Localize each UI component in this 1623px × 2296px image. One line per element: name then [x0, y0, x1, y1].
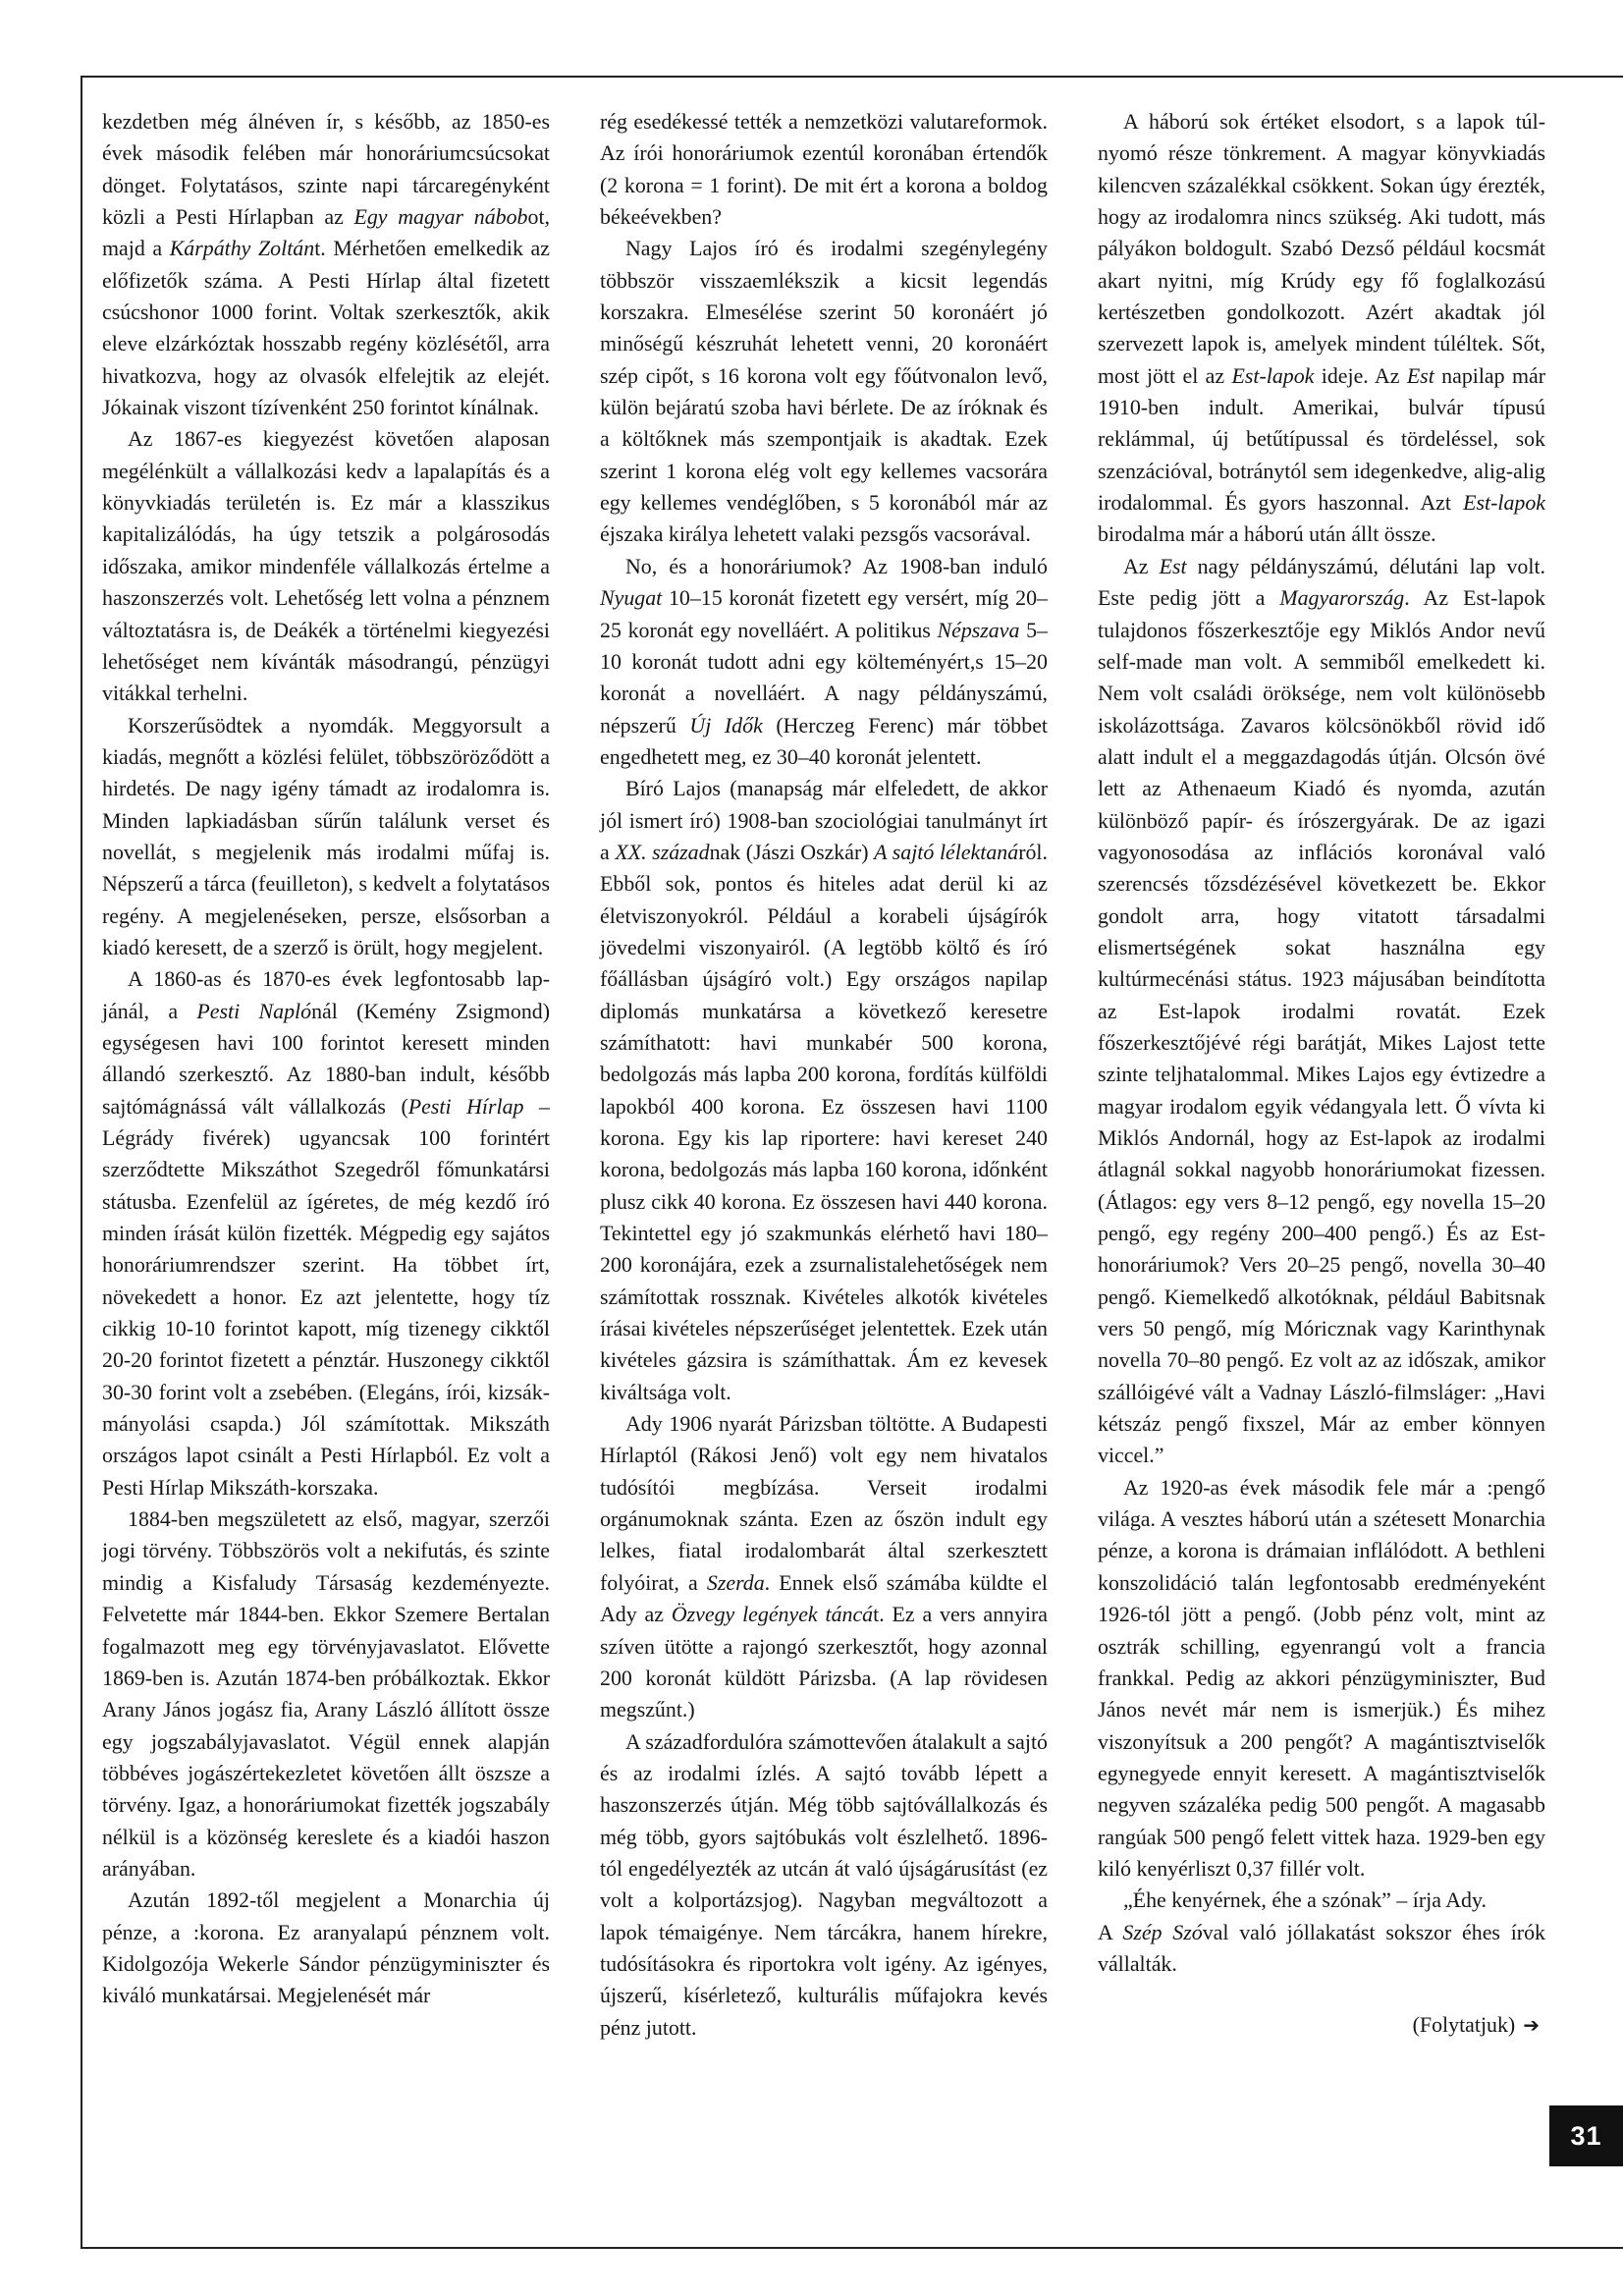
paragraph: A Szép Szóval való jóllakatást sokszor éhes írók vállalták. — [1098, 1919, 1545, 1976]
paragraph: „Éhe kenyérnek, éhe a szónak” – írja Ady. — [1123, 1887, 1487, 1913]
article-columns — [102, 106, 1545, 2217]
column-3 — [1098, 106, 1545, 2217]
continued-note: (Folytatjuk) ➔ — [1098, 2009, 1545, 2042]
paragraph: rég esedékessé tették a nemzetközi valutareformok. Az írói honoráriumok ezentúl koronában értendők (2 korona = 1 forint). De mit ért a korona a boldog békeévekben? — [600, 109, 1048, 230]
paragraph: Bíró Lajos (manapság már elfeledett, de akkor jól ismert író) 1908-ban szociológiai tanulmányt írt a XX. századnak (Jászi Oszkár) A sajtó lélektanáról. Ebből sok, pontos és hiteles adat derül ki az életviszonyokról. Például a korabeli újságírók jövedelmi viszonyairól. (A legtöbb költő és író főállásban újságíró volt.) Egy országos napilap diplomás munkatársa a következő keresetre számíthatott: havi munkabér 500 korona, bedolgozás más lapba 200 korona, fordítás külföldi lapokból 400 korona. Ez összesen havi 1100 korona. Egy kis lap riportere: havi kereset 240 korona, bedolgozás más lapba 160 korona, időnként plusz cikk 40 korona. Ez összesen havi 440 korona. Tekintettel egy jó szakmunkás elérhető havi 180–200 koronájára, ezek a zsurnalistalehetőségek nem számítottak rossznak. Kivételes alkotók kivételes írásai kivételes népszerűséget jelentettek. Ezek után kivételes gázsira is számíthattak. Ám ez kevesek kiváltsága volt. — [600, 776, 1048, 1404]
paragraph: Az Est nagy példányszámú, délutáni lap volt. Este pedig jött a Magyarország. Az Est-lapok tulajdonos főszerkesztője egy Miklós Andor nevű self-made man volt. A semmiből emelkedett ki. Nem volt családi öröksége, nem volt különösebb iskolázottsága. Zavaros kölcsönökből rövid idő alatt indult el a meggazdagodás útján. Olcsón övé lett az Athenaeum Kiadó és nyomda, azután különböző papír- és írószergyárak. De az igazi vagyonosodása az inflációs koronával való szerencsés tőzsdézésével következett be. Ekkor gondolt arra, hogy vitatott társadalmi elismertségének sokat használna egy kultúrmecénási státus. 1923 májusában beindította az Est-lapok irodalmi rovatát. Ezek főszerkesztőjévé régi barátját, Mikes Lajost tette szinte teljhatalommal. Mikes Lajos egy évtizedre a magyar irodalom egyik védangyala lett. Ő vívta ki Miklós Andornál, hogy az Est-lapok az irodalmi átlagnál sokkal nagyobb honoráriumokat fizessen. (Átlagos: egy vers 8–12 pengő, egy novella 15–20 pengő, egy regény 200–400 pengő.) És az Est-honoráriumok? Vers 20–25 pengő, novella 30–40 pengő. Kiemelkedő alkotóknak, például Babitsnak vers 50 pengő, míg Móricznak vagy Karinthynak novella 70–80 pengő. Ez volt az az időszak, amikor szállóigévé vált a Vadnay László-filmsláger: „Havi kétszáz pengő fixszel, Már az ember könnyen viccel.” — [1098, 553, 1545, 1468]
paragraph: A háború sok értéket elsodort, s a lapok túlnyomó része tönkrement. A magyar könyvkiadás kilencven százalékkal csökkent. Sokan úgy érezték, hogy az irodalomra nincs szükség. Aki tudott, más pályákon boldogult. Szabó Dezső például kocsmát akart nyitni, míg Krúdy egy fő foglalkozású kertészetben gondolkozott. Azért akadtak jól szervezett lapok is, amelyek mindent túléltek. Sőt, most jött el az Est-lapok ideje. Az Est napilap már 1910-ben indult. Amerikai, bulvár típusú reklámmal, új betűtípussal és tördeléssel, sok szenzációval, botránytól sem idegenkedve, alig-alig irodalommal. És gyors haszonnal. Azt Est-lapok birodalma már a háború után állt össze. — [1098, 109, 1545, 547]
paragraph: A 1860-as és 1870-es évek legfontosabb lapjánál, a Pesti Naplónál (Kemény Zsigmond) egységesen havi 100 forintot keresett minden állandó szerkesztő. Az 1880-ban indult, később sajtómágnássá vált vállalkozás (Pesti Hírlap – Légrády fivérek) ugyancsak 100 forintért szerződtette Mikszáthot Szegedről főmunkatársi státusba. Ezenfelül az ígéretes, de még kezdő író minden írását külön fizették. Mégpedig egy sajátos honoráriumrendszer szerint. Ha többet írt, növekedett a honor. Ez azt jelentette, hogy tíz cikkig 10-10 forintot kapott, míg tizenegy cikktől 20-20 forintot fizetett a pénztár. Huszonegy cikktől 30-30 forint volt a zsebében. (Elegáns, írói, kizsákmányolási csapda.) Jól számítottak. Mikszáth országos lapot csinált a Pesti Hírlapból. Ez volt a Pesti Hírlap Mikszáth-korszaka. — [102, 966, 551, 1500]
paragraph: Az 1867-es kiegyezést követően alaposan megélénkült a vállalkozási kedv a lapalapítás és a könyvkiadás területén is. Ez már a klasszikus kapitalizálódás, ha úgy tetszik a polgárosodás időszaka, amikor mindenféle vállalkozás értelme a haszonszerzés volt. Lehetőség lett volna a pénznem változtatásra is, de Deákék a történelmi kiegyezési lehetőséget nem kívánták másodrangú, pénzügyi vitákkal terhelni. — [102, 426, 550, 706]
paragraph: Azután 1892-től megjelent a Monarchia új pénze, a :korona. Ez aranyalapú pénznem volt. Kidolgozója Wekerle Sándor pénzügyminiszter és kiváló munkatársai. Megjelenését már — [102, 1887, 550, 2008]
paragraph: Az 1920-as évek második fele már a :pengő világa. A vesztes háború után a szétesett Monarchia pénze, a korona is drámaian inflálódott. A bethleni konszolidáció talán legfontosabb eredményeként 1926-tól jött a pengő. (Jobb pénz volt, mint az osztrák schilling, egyenrangú volt a francia frankkal. Pedig az akkori pénzügyminiszter, Bud János nevét már nem is ismerjük.) És mihez viszonyítsuk a 200 pengőt? A magántisztviselők egynegyede ennyit keresett. A magántisztviselők negyven százaléka pedig 500 pengőt. A magasabb rangúak 500 pengő felett vittek haza. 1929-ben egy kiló kenyérliszt 0,37 fillér volt. — [1098, 1474, 1545, 1881]
paragraph: 1884-ben megszületett az első, magyar, szerzői jogi törvény. Többszörös volt a nekifutás, és szinte mindig a Kisfaludy Társaság kezdeményezte. Felvetette már 1844-ben. Ekkor Szemere Bertalan fogalmazott meg egy törvényjavaslatot. Elővette 1869-ben is. Azután 1874-ben próbálkoztak. Ekkor Arany János jogász fia, Arany László állított össze egy jogszabályjavaslatot. Végül ennek alapján többéves jogászértekezletet követően állt öszsze a törvény. Igaz, a honoráriumokat fizették jogszabály nélkül is a közönség kereslete és a kiadói haszon arányában. — [102, 1506, 550, 1881]
paragraph: No, és a honoráriumok? Az 1908-ban induló Nyugat 10–15 koronát fizetett egy versért, míg 20–25 koronát egy novelláért. A politikus Népszava 5–10 koronát tudott adni egy költeményért,s 15–20 koronát a novelláért. A nagy példányszámú, népszerű Új Idők (Herczeg Ferenc) már többet engedhetett meg, ez 30–40 koronát jelentett. — [600, 553, 1048, 769]
paragraph: Ady 1906 nyarát Párizsban töltötte. A Budapesti Hírlaptól (Rákosi Jenő) volt egy nem hivatalos tudósítói megbízása. Verseit irodalmi orgánumoknak szánta. Ezen az őszön indult egy lelkes, fiatal irodalombarát által szerkesztett folyóirat, a Szerda. Ennek első számába küldte el Ady az Özvegy legények táncát. Ez a vers annyira szíven ütötte a rajongó szerkesztőt, hogy azonnal 200 koronát küldött Párizsba. (A lap rövidesen megszűnt.) — [600, 1411, 1048, 1722]
page-number: 31 — [1549, 2105, 1623, 2166]
arrow-right-icon: ➔ — [1523, 2015, 1540, 2038]
paragraph: Nagy Lajos író és irodalmi szegénylegény többször visszaemlékszik a kicsit legendás korszakra. Elmesélése szerint 50 koronáért jó minőségű készruhát lehetett venni, 20 koronáért szép cipőt, s 16 korona volt egy főútvonalon levő, külön bejáratú szoba havi bérlete. De az íróknak és a költőknek más szempontjaik is akadtak. Ezek szerint 1 korona elég volt egy kellemes vacsorára egy kellemes vendéglőben, s 5 koronából már az éjszaka királya lehetett valaki pezsgős vacsorával. — [600, 236, 1048, 547]
paragraph: A századfordulóra számottevően átalakult a sajtó és az irodalmi ízlés. A sajtó tovább lépett a haszonszerzés útján. Még több sajtóvállalkozás és még több, gyors sajtóbukás volt észlelhető. 1896-tól engedélyezték az utcán át való újságárusítást (ez volt a kolportázsjog). Nagyban megváltozott a lapok témaigénye. Nem tárcákra, hanem hírekre, tudósításokra és riportokra volt igény. Az igényes, újszerű, kísérletező, kulturális műfajokra kevés pénz jutott. — [600, 1728, 1048, 2040]
column-2 — [600, 106, 1048, 2217]
paragraph: kezdetben még álnéven ír, s később, az 1850-es évek második felében már honoráriumcsúcsokat dönget. Folytatásos, szinte napi tárcaregényként közli a Pesti Hírlapban az Egy magyar nábobot, majd a Kárpáthy Zoltánt. Mérhetően emelkedik az előfizetők száma. A Pesti Hírlap által fizetett csúcshonor 1000 forint. Voltak szerkesztők, akik eleve elzárkóztak hosszabb regény közlésétől, arra hivatkozva, hogy az olvasók elfelejtik az elejét. Jókainak viszont tízívenként 250 forintot kínálnak. — [102, 109, 550, 420]
paragraph: Korszerűsödtek a nyomdák. Meggyorsult a kiadás, megnőtt a közlési felület, többszöröződött a hirdetés. De nagy igény támadt az irodalomra is. Minden lapkiadásban sűrűn találunk verset és novellát, s megjelenik más irodalmi műfaj is. Népszerű a tárca (feuilleton), s kedvelt a folytatásos regény. A megjelenéseken, persze, elsősorban a kiadó keresett, de a szerző is örült, hogy megjelent. — [102, 712, 550, 959]
column-1 — [102, 106, 550, 2217]
